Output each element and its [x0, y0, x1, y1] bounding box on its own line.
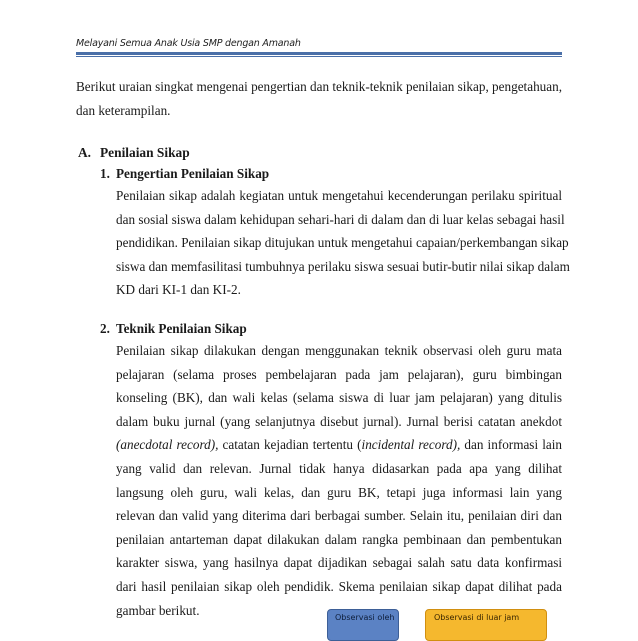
body-line: Penilaian sikap dilakukan dengan menggunakan teknik observasi oleh guru mata [116, 343, 562, 358]
intro-paragraph [76, 75, 562, 122]
header-title: Melayani Semua Anak Usia SMP dengan Amanah [76, 38, 301, 49]
body-line: konseling (BK), dan wali kelas (selama siswa di luar jam pelajaran) yang ditulis [116, 390, 562, 406]
intro-line: dan keterampilan. [76, 102, 171, 118]
anecdotal-term: (anecdotal record), [116, 437, 219, 453]
body-line: karakter siswa, yang hasilnya dapat dijadikan sebagai salah satu data konfirmasi [116, 555, 562, 571]
diagram-box-observation-outside [425, 609, 547, 641]
header-rule-thin [76, 56, 562, 57]
subsection-1-heading [100, 166, 269, 182]
subsection-2-heading [100, 321, 247, 337]
body-line-mixed [116, 433, 562, 457]
section-a-title: Penilaian Sikap [100, 145, 190, 160]
diagram-box-label: Observasi oleh [335, 613, 395, 622]
diagram-box-label: Observasi di luar jam [434, 613, 520, 622]
section-a-letter: A. [78, 145, 92, 160]
header-rule [76, 52, 562, 55]
subsection-2-number: 2. [100, 321, 110, 336]
body-line: pendidikan. Penilaian sikap ditujukan untuk mengetahui capaian/perkembangan sikap [116, 235, 569, 251]
body-line: gambar berikut. [116, 602, 200, 618]
body-line: KD dari KI-1 dan KI-2. [116, 282, 241, 298]
intro-line: Berikut uraian singkat mengenai pengertian dan teknik-teknik penilaian sikap, pengetahuan, [76, 79, 562, 94]
body-line: yang valid dan relevan. Jurnal tidak hanya didasarkan pada apa yang dilihat [116, 460, 562, 476]
line-text: catatan kejadian tertentu ( [218, 437, 362, 453]
subsection-1-body [116, 184, 570, 302]
subsection-1-number: 1. [100, 166, 110, 181]
section-a-heading [78, 145, 190, 161]
line-text: dan informasi lain [460, 437, 562, 453]
diagram-box-observation-teacher [327, 609, 399, 641]
body-line: Penilaian sikap adalah kegiatan untuk mengetahui kecenderungan perilaku spiritual [116, 188, 562, 203]
body-line: pelajaran (selama proses pembelajaran pada jam pelajaran), guru bimbingan [116, 366, 562, 382]
subsection-2-title: Teknik Penilaian Sikap [116, 321, 247, 336]
body-line: dan sosial siswa dalam kehidupan sehari-hari di dalam dan di luar kelas sebagai hasil [116, 211, 565, 227]
incidental-term: incidental record), [361, 437, 461, 453]
body-line: relevan dan valid yang diterima dari berbagai sumber. Selain itu, penilaian diri dan [116, 508, 562, 524]
subsection-2-body [116, 339, 562, 622]
body-line: dari hasil penilaian sikap oleh pendidik. Skema penilaian sikap dapat dilihat pada [116, 578, 562, 594]
body-line: penilaian antarteman dapat dilakukan dalam rangka pembinaan dan pembentukan [116, 531, 562, 547]
body-line: siswa dan memfasilitasi tumbuhnya perilaku siswa sesuai butir-butir nilai sikap dalam [116, 258, 570, 274]
subsection-1-title: Pengertian Penilaian Sikap [116, 166, 270, 181]
body-line: dalam buku jurnal (yang selanjutnya disebut jurnal). Jurnal berisi catatan anekdot [116, 413, 562, 429]
body-line: langsung oleh guru, wali kelas, dan guru BK, tetapi juga informasi lain yang [116, 484, 562, 500]
